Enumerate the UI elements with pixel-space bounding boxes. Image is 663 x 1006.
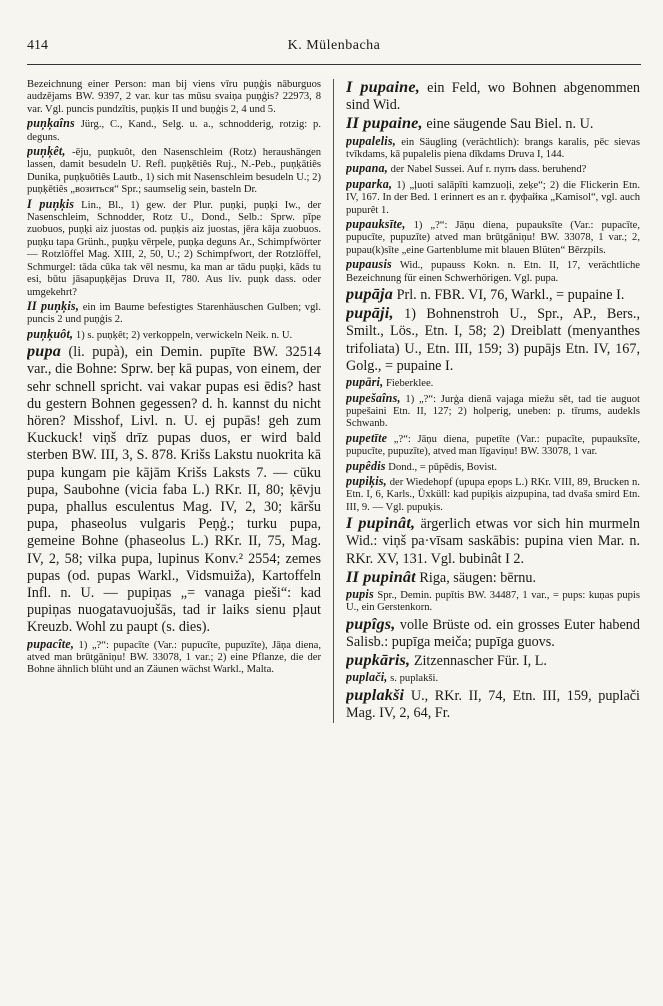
- entry-body: Bezeichnung einer Person: man bij viens vīru puņģis nāburguos audzējams BW. 9397, 2 var. kur tas mūsu svaiņa puņģis? 22973, 8 var. Vgl. puncis pundzītis, puņķis II und buņģis 2, 4 und 5.: [27, 79, 321, 115]
- entry-body: ein im Baume befestigtes Starenhäuschen Gulben; vgl. puncis 2 und puņģis 2.: [27, 301, 321, 326]
- dictionary-entry: [27, 145, 321, 197]
- dictionary-entry: [346, 588, 640, 615]
- entry-paragraph: [27, 117, 321, 144]
- dictionary-entry: [346, 515, 640, 568]
- entry-body: 1) „?“: pupacīte (Var.: pupucīte, pupuzīte), Jāņa diena, atved man brūtgāniņu! BW. 33078, 1 var.; 2) eine Pflanze, die der Bohne ähnlich blüht und an Zäunen wächst Warkl., Malta.: [27, 639, 321, 676]
- entry-headword: I puņķis: [27, 196, 75, 211]
- dictionary-entry: [346, 79, 640, 114]
- dictionary-entry: [346, 218, 640, 257]
- running-head: [27, 38, 641, 58]
- entry-paragraph: [27, 343, 321, 636]
- entry-headword: pupacîte,: [27, 636, 75, 651]
- dictionary-entry: [346, 460, 640, 474]
- two-column-body: [27, 79, 641, 723]
- entry-body: 1) „?“: Jurģa dienā vajaga miežu sēt, tad tie auguot pupešaini Etn. II, 127; 2) holperig, uneben: p. tīrums, audekls Schwanb.: [346, 393, 640, 430]
- entry-body: Fieberklee.: [383, 378, 434, 390]
- entry-headword: pupkāris,: [346, 652, 411, 670]
- entry-paragraph: [27, 328, 321, 342]
- entry-body: der Nabel Sussei. Auf r. пупъ dass. beruhend?: [388, 164, 587, 176]
- entry-paragraph: [346, 652, 640, 670]
- entry-paragraph: [346, 392, 640, 431]
- entry-body: 1) „ļuoti salāpīti kamzuoļi, zeķe“; 2) die Flickerin Etn. IV, 167. In der Bed. 1 erinnert es an r. фуфайка „Kamisol“, vgl. auch pupurêt 1.: [346, 179, 640, 216]
- entry-body: Jürg., C., Kand., Selg. u. a., schnodderig, rotzig: p. deguns.: [27, 119, 321, 143]
- dictionary-entry: [346, 432, 640, 459]
- dictionary-entry: [27, 638, 321, 677]
- entry-headword: puparka,: [346, 176, 393, 191]
- entry-headword: pupešaîns,: [346, 390, 401, 405]
- entry-paragraph: [346, 432, 640, 459]
- entry-headword: pupalelis,: [346, 133, 396, 148]
- dictionary-entry: [346, 178, 640, 217]
- entry-body: Prl. n. FBR. VI, 76, Warkl., = pupaine I.: [393, 287, 625, 304]
- dictionary-entry: [346, 652, 640, 670]
- entry-headword: pupiķis,: [346, 473, 387, 488]
- dictionary-entry: [346, 392, 640, 431]
- entry-paragraph: [346, 286, 640, 304]
- entry-paragraph: [346, 305, 640, 375]
- entry-body: ein Säugling (verächtlich): brangs karalis, pēc sievas tvīkdams, kā pupalelis piena dīkdams Druva I, 144.: [346, 136, 640, 161]
- entry-paragraph: [346, 135, 640, 162]
- running-title: K. Mülenbacha: [287, 38, 381, 53]
- entry-headword: puņķêt,: [27, 144, 66, 159]
- entry-body: U., RKr. II, 74, Etn. III, 159, puplači Mag. IV, 2, 64, Fr.: [346, 687, 640, 721]
- entry-paragraph: [346, 569, 640, 587]
- entry-headword: II puņķis,: [27, 298, 80, 313]
- right-column: [346, 79, 640, 723]
- entry-paragraph: [346, 687, 640, 722]
- entry-body: Dond., = pūpēdis, Bovist.: [385, 461, 497, 473]
- entry-headword: puņķaîns: [27, 116, 75, 131]
- entry-headword: pupāri,: [346, 375, 384, 390]
- entry-body: ein Feld, wo Bohnen abgenommen sind Wid.: [346, 80, 640, 114]
- entry-headword: pupana,: [346, 161, 389, 176]
- entry-body: 1) Bohnenstroh U., Spr., AP., Bers., Smilt., Lös., Etn. I, 58; 2) Dreiblatt (menyanthes trifoliata) U., Etn. III, 159; 3) pupājs Etn. IV, 167, Golg., = pupaine I.: [346, 306, 640, 374]
- entry-body: Zitzennascher Für. I, L.: [410, 653, 547, 670]
- entry-paragraph: [346, 79, 640, 114]
- page-number: 414: [27, 38, 48, 53]
- entry-paragraph: [27, 300, 321, 327]
- entry-headword: II pupinât: [346, 568, 416, 586]
- dictionary-entry: [27, 117, 321, 144]
- entry-body: volle Brüste od. ein grosses Euter habend Salisb.: pupīga meiča; pupīga guovs.: [346, 616, 640, 650]
- dictionary-entry: [346, 616, 640, 651]
- entry-paragraph: [27, 638, 321, 677]
- entry-headword: pupāji,: [346, 305, 394, 323]
- left-column: [27, 79, 333, 723]
- entry-body: „?“: Jāņu diena, pupetīte (Var.: pupacīte, pupauksīte, pupucīte, pupuzīte), atved man līgaviņu! BW. 33078, 1 var.: [346, 433, 640, 458]
- entry-paragraph: [346, 162, 640, 176]
- entry-paragraph: [346, 515, 640, 568]
- entry-headword: pupetīte: [346, 430, 388, 445]
- header-rule: [27, 64, 641, 65]
- dictionary-entry: [27, 343, 321, 636]
- entry-headword: pupāja: [346, 286, 394, 304]
- dictionary-entry: [346, 569, 640, 587]
- entry-headword: puņķuôt,: [27, 326, 74, 341]
- entry-paragraph: [346, 460, 640, 474]
- dictionary-entry: [27, 79, 321, 116]
- entry-paragraph: [346, 616, 640, 651]
- entry-body: der Wiedehopf (upupa epops L.) RKr. VIII, 89, Brucken n. Etn. I, 6, Karls., Üxküll: kad pupiķis aizpupina, tad dvaša smird Etn. III, 9. — Vgl. pupuķis.: [346, 476, 640, 513]
- entry-body: Spr., Demin. pupītis BW. 34487, 1 var., = pups: kuņas pupis U., ein Gerstenkorn.: [346, 589, 640, 614]
- entry-body: s. puplakši.: [387, 673, 439, 685]
- dictionary-entry: [346, 475, 640, 514]
- dictionary-entry: [346, 671, 640, 685]
- entry-headword: pupis: [346, 586, 374, 601]
- entry-paragraph: [346, 178, 640, 217]
- entry-body: Wid., pupauss Kokn. n. Etn. II, 17, verächtliche Bezeichnung für einen Schwerhörigen. Vgl. pupa.: [346, 260, 640, 284]
- dictionary-entry: [346, 286, 640, 304]
- entry-paragraph: [346, 115, 640, 133]
- entry-paragraph: [27, 79, 321, 116]
- entry-paragraph: [346, 588, 640, 615]
- dictionary-entry: [346, 162, 640, 176]
- entry-body: -ēju, puņkuôt, den Nasenschleim (Rotz) heraushängen lassen, damit besudeln U. Refl. puņķētiês Ruj., N.-Peb., puņķātiês Dunika, puņķuōtiês Lautb., 1) sich mit Nasenschleim besudeln U.; 2) puņķētiês „возиться“ Spr.; saumselig sein, basteln Dr.: [27, 147, 321, 196]
- dictionary-entry: [346, 687, 640, 722]
- entry-body: 1) s. puņķêt; 2) verkoppeln, verwickeln Neik. n. U.: [73, 329, 293, 341]
- entry-body: ärgerlich etwas vor sich hin murmeln Wid.: viņš pa·vīsam saskābis: pupina vien Mar. n. RKr. XV, 131. Vgl. bubinât I 2.: [346, 516, 640, 567]
- column-divider: [333, 79, 334, 723]
- entry-paragraph: [346, 258, 640, 285]
- dictionary-entry: [346, 258, 640, 285]
- entry-headword: pupausis: [346, 257, 392, 272]
- entry-body: eine säugende Sau Biel. n. U.: [422, 116, 594, 133]
- entry-headword: pupa: [27, 343, 62, 361]
- entry-paragraph: [346, 671, 640, 685]
- dictionary-entry: [27, 198, 321, 299]
- dictionary-entry: [346, 376, 640, 390]
- entry-body: (li. pupà), ein Demin. pupīte BW. 32514 var., die Bohne: Sprw. beŗ kā pupas, von einem, der sehr schnell spricht. vai vakar pupas esi ēdis? hast du gestern Bohnen gegessen? d. h. kannst du nicht hören? Misshof, Livl. n. U. ej pupās! geh zum Kuckuck! viņš drīz pupas duos, er wird bald sterben BW. III, 3, S. 878. Krišs Lakstu nuokrita kā pupa kungam pie kājām Krišs Laksts 7. — cūku pupa, Saubohne (vicia faba L.) RKr. II, 80; ķēvju pupa, phallus esculentus Mag. IV, 2, 30; kāršu pupa, phaseolus vulgaris Peņģ.; turku pupa, gemeine Bohne (phaseolus L.) RKr. II, 75, Mag. IV, 2, 58; vilka pupa, lupinus Konv.² 2554; zemes pupas (od. pupas Warkl., Vidsmuiža), Kartoffeln Infl. n. U. — pupiņas „= vanaga pieši“: kad pupiņas nuogatavuojušās, tad ir laiks sienu pļaut Kreuzb. Wohl zu paupt (s. dies).: [27, 344, 321, 636]
- entry-body: 1) „?“: Jāņu diena, pupauksīte (Var.: pupacīte, pupucīte, pupuzīte) atved man brūtgāniņu! BW. 33078, 1 var.; 2, pupau(k)sīte „eine Gartenblume mit blauen Blüten“ Bērzpils.: [346, 220, 640, 256]
- dictionary-entry: [27, 328, 321, 342]
- entry-headword: pupêdis: [346, 458, 386, 473]
- entry-headword: I pupinât,: [346, 515, 416, 533]
- entry-headword: pupauksīte,: [346, 217, 406, 232]
- entry-body: Lin., Bl., 1) gew. der Plur. puņķi, puņķi Iw., der Nasenschleim, Schnodder, Rotz U., Dond., Selb.: Sprw. pīpe zuobuos, puņķi aiz juostas od. puņķis aiz juostas, jēra kāja zuobuos. puņķu tapa Grünh., puņķu vērpele, puņķa deguns Ar., Schimpfwörter — Rotzlöffel Mag. XIII, 2, 50, U.; 2) Schimpfwort, der Rotzlöffel, Schmurgel: tāda cūka tak vēl nesmu, ka man ar tādu puņķi, kāds tu esi, būtu jāsapuņķējas Druva II, 780. Aus liv. puņk dass. oder umgekehrt?: [27, 199, 321, 298]
- entry-paragraph: [27, 145, 321, 197]
- entry-body: Riga, säugen: bērnu.: [415, 569, 537, 586]
- entry-headword: puplakši: [346, 686, 405, 704]
- entry-paragraph: [346, 218, 640, 257]
- entry-headword: I pupaine,: [346, 79, 420, 96]
- entry-paragraph: [346, 475, 640, 514]
- dictionary-entry: [346, 115, 640, 133]
- entry-headword: puplači,: [346, 670, 388, 685]
- dictionary-entry: [346, 305, 640, 375]
- entry-paragraph: [27, 198, 321, 299]
- dictionary-entry: [27, 300, 321, 327]
- entry-headword: II pupaine,: [346, 115, 423, 133]
- entry-headword: pupîgs,: [346, 615, 396, 633]
- entry-paragraph: [346, 376, 640, 390]
- dictionary-entry: [346, 135, 640, 162]
